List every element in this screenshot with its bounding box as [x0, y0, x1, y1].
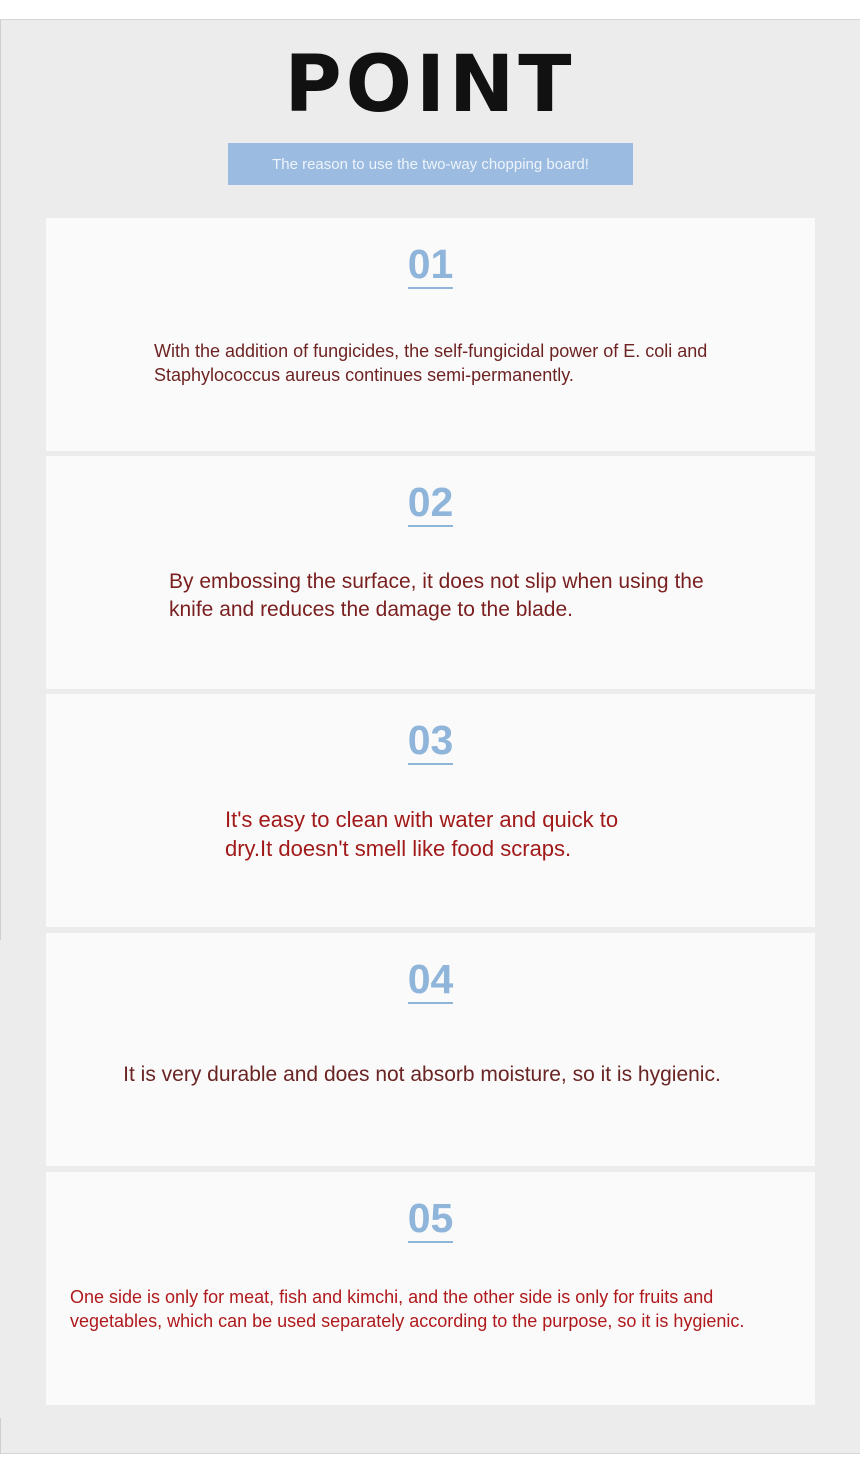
point-number-label: 05: [407, 1195, 454, 1241]
point-description: With the addition of fungicides, the self-fungicidal power of E. coli and Staphylococcus aureus continues semi-permanently.: [154, 341, 708, 385]
point-description: It is very durable and does not absorb moisture, so it is hygienic.: [123, 1063, 721, 1086]
point-number-label: 03: [407, 717, 454, 763]
point-card-03: [46, 694, 815, 927]
point-card-04: [46, 933, 815, 1166]
point-number: [46, 241, 815, 289]
page-title: POINT: [284, 40, 576, 130]
point-description: By embossing the surface, it does not slip when using the knife and reduces the damage to the blade.: [169, 570, 704, 621]
subtitle-text: The reason to use the two-way chopping board!: [272, 155, 589, 173]
page-frame: [0, 19, 860, 1454]
point-description: One side is only for meat, fish and kimchi, and the other side is only for fruits and vegetables, which can be used separately according to the purpose, so it is hygienic.: [70, 1287, 745, 1331]
point-number: [46, 717, 815, 765]
point-number-label: 04: [407, 956, 454, 1002]
point-number: [46, 479, 815, 527]
point-card-02: [46, 456, 815, 689]
point-number-label: 02: [407, 479, 454, 525]
point-card-01: [46, 218, 815, 451]
point-number: [46, 1195, 815, 1243]
point-number-label: 01: [407, 241, 454, 287]
point-card-05: [46, 1172, 815, 1405]
subtitle-banner: [228, 143, 633, 185]
point-description: It's easy to clean with water and quick to dry.It doesn't smell like food scraps.: [225, 807, 619, 861]
point-number: [46, 956, 815, 1004]
